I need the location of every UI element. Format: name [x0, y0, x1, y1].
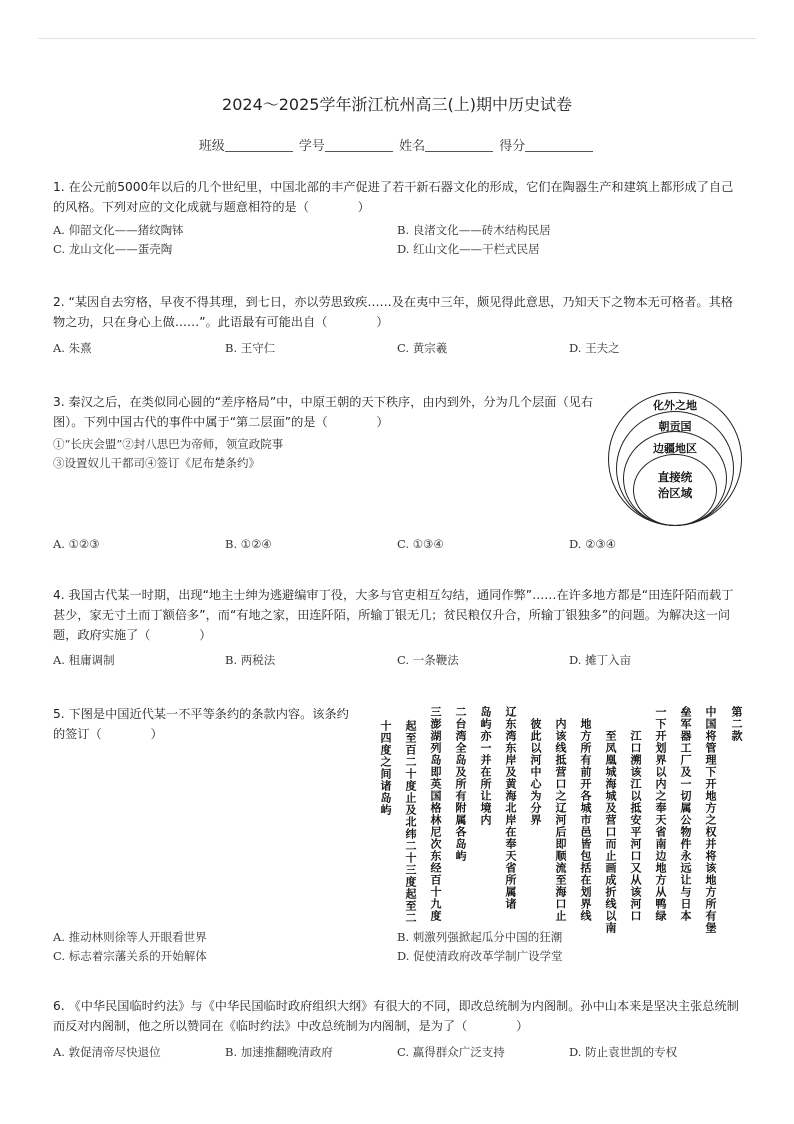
concentric-order-diagram: [608, 392, 742, 526]
q6-option-d[interactable]: D. 防止袁世凯的专权: [569, 1045, 678, 1059]
q5-option-d[interactable]: D. 促使清政府改革学制广设学堂: [397, 949, 563, 963]
info-label-score: 得分: [499, 139, 526, 154]
question-4-stem: 4. 我国古代某一时期，出现“地主士绅为逃避编审丁役，大多与官吏相互勾结，通同作弊”……在许多地方都是“田连阡陌而载丁甚少，家无寸土而丁额倍多”，而“有地之家，田连阡陌，所输丁银无几；贫民粮仅升合，所输丁银独多”的问题。为解决这一问题，政府实施了（ ）: [53, 588, 734, 642]
question-6-stem: 6. 《中华民国临时约法》与《中华民国临时政府组织大纲》有很大的不同，即改总统制为内阁制。孙中山本来是坚决主张总统制而反对内阁制，他之所以赞同在《临时约法》中改总统制为内阁制，是为了（ ）: [53, 999, 739, 1033]
q2-option-c[interactable]: C. 黄宗羲: [397, 341, 448, 355]
q4-option-a[interactable]: A. 租庸调制: [53, 653, 115, 667]
q5-option-a[interactable]: A. 推动林则徐等人开眼看世界: [53, 930, 207, 944]
treaty-col-10: 辽东湾东岸及黄海北岸在奉天省所属诸: [504, 706, 517, 910]
question-2-stem: 2. “某因自去穷格，早夜不得其理，到七日，亦以劳思致疾……及在夷中三年，颇见得此意思，乃知天下之物本无可格者。其格物之功，只在身心上做……”。此语最有可能出自（ ）: [53, 295, 733, 329]
info-label-id: 学号: [298, 139, 325, 154]
q1-option-b[interactable]: B. 良渚文化——砖木结构民居: [397, 223, 551, 237]
q1-option-a[interactable]: A. 仰韶文化——猪纹陶钵: [53, 223, 184, 237]
label-frontier-regions: 边疆地区: [653, 442, 697, 455]
q2-option-d[interactable]: D. 王夫之: [569, 341, 620, 355]
label-tributary-states: 朝贡国: [658, 420, 692, 433]
q5-option-b[interactable]: B. 刺激列强掀起瓜分中国的狂潮: [397, 930, 563, 944]
treaty-col-9: 彼此以河中心为分界: [529, 718, 542, 826]
q4-option-d[interactable]: D. 摊丁入亩: [569, 653, 632, 667]
question-5-stem: 5. 下图是中国近代某一不平等条约的条款内容。该条约的签订（ ）: [53, 707, 349, 741]
q1-option-d[interactable]: D. 红山文化——干栏式民居: [397, 242, 540, 256]
q3-option-c[interactable]: C. ①③④: [397, 537, 444, 551]
treaty-col-4: 一下开划界以内之奉天省南边地方从鸭绿: [654, 706, 667, 922]
q4-option-b[interactable]: B. 两税法: [225, 653, 276, 667]
treaty-col-8: 内该线抵营口之辽河后即顺流至海口止: [554, 718, 567, 922]
label-outer-land: 化外之地: [653, 399, 697, 412]
exam-title: 2024～2025学年浙江杭州高三(上)期中历史试卷: [222, 95, 572, 114]
treaty-col-1: 第二款: [730, 706, 743, 742]
treaty-col-7: 地方所有前开各城市邑皆包括在划界线: [579, 718, 592, 922]
treaty-col-13: 三澎湖列岛即英国格林尼次东经百十九度: [429, 706, 442, 922]
label-direct-rule-2: 治区域: [657, 486, 693, 500]
treaty-col-15: 十四度之间诸岛屿: [379, 720, 392, 816]
q6-option-b[interactable]: B. 加速推翻晚清政府: [225, 1045, 333, 1059]
q3-sub-line-1: ①“长庆会盟”②封八思巴为帝师，领宣政院事: [53, 437, 284, 451]
q6-option-c[interactable]: C. 赢得群众广泛支持: [397, 1045, 505, 1059]
q3-option-d[interactable]: D. ②③④: [569, 537, 617, 551]
header-rule: [38, 38, 756, 39]
q5-option-c[interactable]: C. 标志着宗藩关系的开始解体: [53, 949, 207, 963]
treaty-col-11: 岛屿亦一并在所让境内: [479, 706, 492, 826]
q1-option-c[interactable]: C. 龙山文化——蛋壳陶: [53, 242, 173, 256]
q3-option-a[interactable]: A. ①②③: [53, 537, 100, 551]
score-blank[interactable]: [525, 138, 593, 152]
question-1-stem: 1. 在公元前5000年以后的几个世纪里，中国北部的丰产促进了若干新石器文化的形成，它们在陶器生产和建筑上都形成了自己的风格。下列对应的文化成就与题意相符的是（ ）: [53, 180, 734, 214]
q4-option-c[interactable]: C. 一条鞭法: [397, 653, 459, 667]
treaty-col-3: 垒军器工厂及一切属公物件永远让与日本: [679, 706, 692, 922]
q3-option-b[interactable]: B. ①②④: [225, 537, 272, 551]
treaty-clause-image: [358, 706, 748, 934]
treaty-col-2: 中国将管理下开地方之权并将该地方所有堡: [704, 706, 717, 934]
question-3-stem: 3. 秦汉之后，在类似同心圆的“差序格局”中，中原王朝的天下秩序，由内到外，分为几个层面（见右图）。下列中国古代的事件中属于“第二层面”的是（ ）: [53, 395, 594, 429]
info-label-class: 班级: [198, 139, 225, 154]
label-direct-rule-1: 直接统: [657, 470, 693, 484]
treaty-col-5: 江口溯该江以抵安平河口又从该河口: [629, 730, 642, 922]
info-label-name: 姓名: [399, 139, 426, 154]
name-blank[interactable]: [425, 138, 493, 152]
treaty-col-12: 二台湾全岛及所有附属各岛屿: [454, 706, 467, 862]
q6-option-a[interactable]: A. 敦促清帝尽快退位: [53, 1045, 161, 1059]
q2-option-a[interactable]: A. 朱熹: [53, 341, 92, 355]
treaty-col-6: 至凤凰城海城及营口而止画成折线以南: [604, 730, 617, 934]
id-blank[interactable]: [325, 138, 393, 152]
treaty-col-14: 起至百二十度止及北纬二十三度起至二: [404, 720, 417, 924]
q3-sub-line-2: ③设置奴儿干都司④签订《尼布楚条约》: [53, 456, 260, 470]
class-blank[interactable]: [225, 138, 293, 152]
q2-option-b[interactable]: B. 王守仁: [225, 341, 276, 355]
student-info-line: [0, 135, 794, 154]
